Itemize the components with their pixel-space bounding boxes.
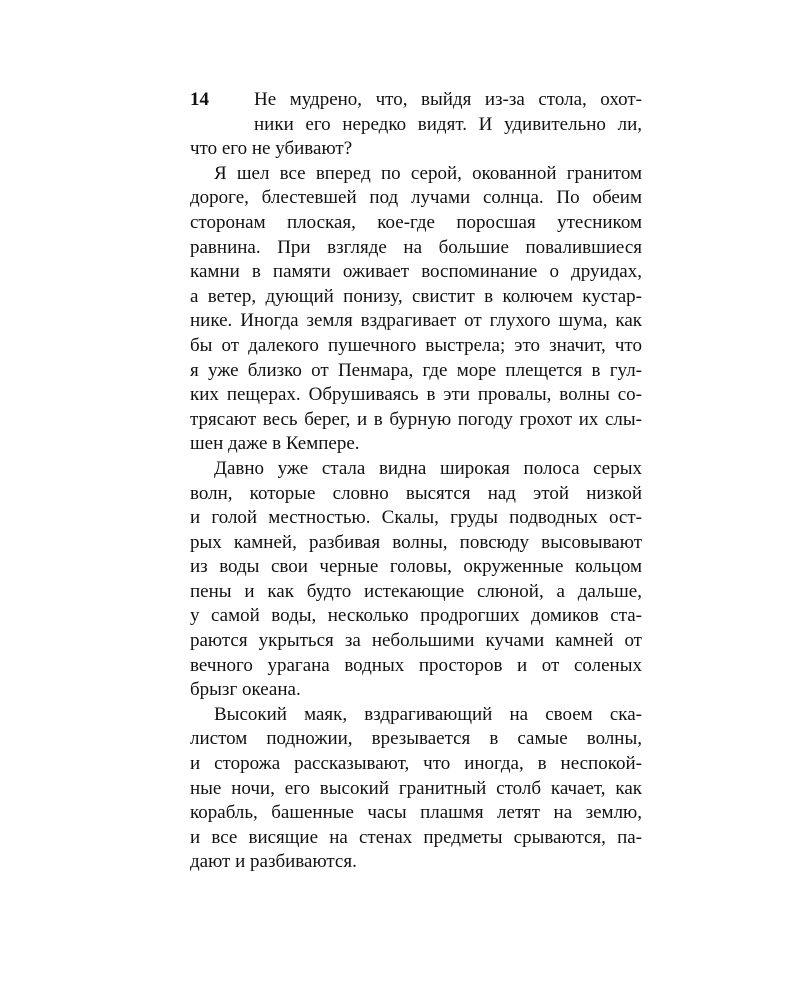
page-number: 14 (190, 89, 209, 110)
paragraph-3 (190, 457, 642, 703)
text-line: у самой воды, несколько продрогших домиков ста- (190, 605, 642, 627)
text-line: я уже близко от Пенмара, где море плещется в гул- (190, 359, 642, 381)
text-line: ные ночи, его высокий гранитный столб качает, как (190, 777, 642, 799)
text-line: брызг океана. (190, 679, 301, 701)
text-line: Давно уже стала видна широкая полоса серых (214, 457, 642, 479)
text-line: нике. Иногда земля вздрагивает от глухого шума, как (190, 310, 642, 332)
text-line: пены и как будто истекающие слюной, а дальше, (190, 580, 642, 602)
text-line: и сторожа рассказывают, что иногда, в неспокой- (190, 753, 642, 775)
text-line: что его не убивают? (190, 138, 353, 160)
text-line: дороге, блестевшей под лучами солнца. По обеим (190, 187, 642, 209)
text-line: рых камней, разбивая волны, повсюду высовывают (190, 531, 642, 553)
paragraph-4 (190, 703, 642, 875)
text-line: раются укрыться за небольшими кучами камней от (190, 630, 642, 652)
text-line: равнина. При взгляде на большие повалившиеся (190, 236, 642, 258)
text-line: шен даже в Кемпере. (190, 433, 360, 455)
text-line: ники его нередко видят. И удивительно ли, (254, 113, 642, 135)
text-line: а ветер, дующий понизу, свистит в колючем кустар- (190, 285, 642, 307)
text-line: ких пещерах. Обрушиваясь в эти провалы, волны со- (190, 384, 642, 406)
text-line: из воды свои черные головы, окруженные кольцом (190, 556, 642, 578)
text-line: Я шел все вперед по серой, окованной гранитом (214, 162, 642, 184)
paragraph-1 (190, 88, 642, 162)
text-line: бы от далекого пушечного выстрела; это значит, что (190, 334, 642, 356)
page-content (190, 88, 642, 875)
text-line: и голой местностью. Скалы, груды подводных ост- (190, 507, 642, 529)
text-line: листом подножии, врезывается в самые волны, (190, 728, 642, 750)
text-line: трясают весь берег, и в бурную погоду грохот их слы- (190, 408, 642, 430)
text-line: сторонам плоская, кое-где поросшая утесником (190, 211, 642, 233)
text-line: Высокий маяк, вздрагивающий на своем ска- (214, 703, 642, 725)
text-line: камни в памяти оживает воспоминание о друидах, (190, 261, 642, 283)
text-line: Не мудрено, что, выйдя из-за стола, охот- (254, 89, 642, 110)
text-line: и все висящие на стенах предметы срываются, па- (190, 826, 642, 848)
paragraph-2 (190, 162, 642, 457)
text-line: вечного урагана водных просторов и от соленых (190, 654, 642, 676)
text-line: дают и разбиваются. (190, 851, 357, 873)
text-line: корабль, башенные часы плашмя летят на землю, (190, 802, 642, 824)
text-line: волн, которые словно высятся над этой низкой (190, 482, 642, 504)
